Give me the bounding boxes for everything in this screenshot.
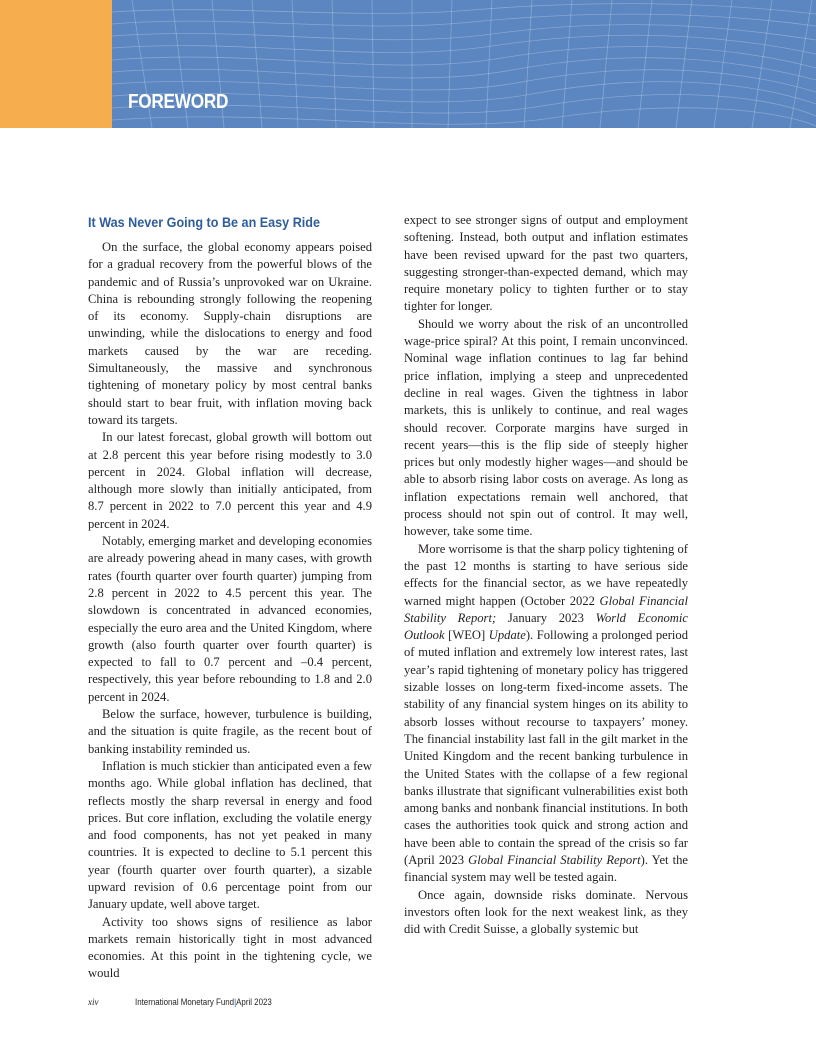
paragraph: Notably, emerging market and developing economies are already powering ahead in many cases, with growth rates (fourth quarter over fourth quarter) jumping from 2.8 percent in 2022 to 4.5 percent this year. The slowdown is concentrated in advanced economies, especially the euro area and the United Kingdom, where growth (also fourth quarter over fourth quarter) is expected to fall to 0.7 percent and –0.4 percent, respectively, this year before rebounding to 1.8 and 2.0 percent in 2024. <box>88 534 372 704</box>
citation-weo: World Economic Outlook <box>404 610 688 643</box>
paragraph: On the surface, the global economy appears poised for a gradual recovery from the powerful blows of the pandemic and of Russia’s unprovoked war on Ukraine. China is rebounding strongly following the reopening of its economy. Supply-chain disruptions are unwinding, while the dislocations to energy and food markets caused by the war are receding. Simultaneously, the massive and synchronous tightening of monetary policy by most central banks should start to bear fruit, with inflation moving back toward its targets. <box>88 240 372 427</box>
footer-separator: | <box>234 997 237 1007</box>
chapter-title: FOREWORD <box>128 91 229 113</box>
right-column <box>404 212 688 938</box>
publication-date: April 2023 <box>236 997 272 1007</box>
text-run: January 2023 <box>496 610 596 625</box>
paragraph-with-citations <box>404 541 688 887</box>
left-column <box>88 213 372 983</box>
text-run: [WEO] <box>444 628 489 643</box>
paragraph: Inflation is much stickier than anticipated even a few months ago. While global inflation has declined, that reflects mostly the sharp reversal in energy and food prices. But core inflation, excluding the volatile energy and food components, has not yet peaked in many countries. It is expected to decline to 5.1 percent this year (fourth quarter over fourth quarter), a sizable upward revision of 0.6 percentage point from our January update, well above target. <box>88 758 372 912</box>
page-number: xiv <box>88 997 99 1007</box>
paragraph: In our latest forecast, global growth will bottom out at 2.8 percent this year before rising modestly to 3.0 percent in 2024. Global inflation will decrease, although more slowly than initially anticipated, from 8.7 percent in 2022 to 7.0 percent this year and 4.9 percent in 2024. <box>88 430 372 531</box>
paragraph: Once again, downside risks dominate. Nervous investors often look for the next weakest link, as they did with Credit Suisse, a globally systemic but <box>404 887 688 937</box>
paragraph: Activity too shows signs of resilience as labor markets remain historically tight in most advanced economies. At this point in the tightening cycle, we would <box>88 914 372 981</box>
citation-gfsr-apr-2023: Global Financial Stability Report <box>468 852 641 867</box>
paragraph: Should we worry about the risk of an uncontrolled wage-price spiral? At this point, I remain unconvinced. Nominal wage inflation continues to lag far behind price inflation, implying a steep and unprecedented decline in real wages. Given the tightness in labor markets, this is unlikely to continue, and real wages should recover. Corporate margins have surged in recent years—this is the flip side of steeply higher prices but only modestly higher wages—and should be able to absorb rising labor costs on average. As long as inflation expectations remain well anchored, that process should not spin out of control. It may well, however, take some time. <box>404 316 688 539</box>
paragraph-continued: expect to see stronger signs of output and employment softening. Instead, both output and inflation estimates have been revised upward for the past two quarters, suggesting stronger-than-expected demand, which may require monetary policy to tighten further or to stay tighter for longer. <box>404 213 688 314</box>
section-heading: It Was Never Going to Be an Easy Ride <box>88 214 321 230</box>
publisher-name: International Monetary Fund <box>135 997 235 1007</box>
chapter-banner <box>0 0 816 128</box>
text-run: More worrisome is that the sharp policy tightening of the past 12 months is starting to have serious side effects for the financial sector, as we have repeatedly warned might happen (October 2022 <box>404 541 688 608</box>
page-footer <box>88 997 290 1007</box>
citation-gfsr-oct-2022: Global Financial Stability Report; <box>404 593 688 625</box>
citation-weo-update: Update <box>488 628 526 643</box>
text-run: ). Yet the financial system may well be tested again. <box>404 852 689 885</box>
banner-orange-block <box>0 0 112 128</box>
text-run: ). Following a prolonged period of muted inflation and extremely low interest rates, last year’s rapid tightening of monetary policy has triggered sizable losses on long-term fixed-income assets. The stability of any financial system hinges on its ability to absorb losses without recourse to taxpayers’ money. The financial instability last fall in the gilt market in the United Kingdom and the recent banking turbulence in the United States with the collapse of a few regional banks illustrate that significant vulnerabilities exist both among banks and nonbank financial institutions. In both cases the authorities took quick and strong action and have been able to contain the spread of the crisis so far (April 2023 <box>404 628 688 867</box>
footer-publication <box>135 997 272 1007</box>
paragraph: Below the surface, however, turbulence is building, and the situation is quite fragile, as the recent bout of banking instability reminded us. <box>88 707 372 756</box>
